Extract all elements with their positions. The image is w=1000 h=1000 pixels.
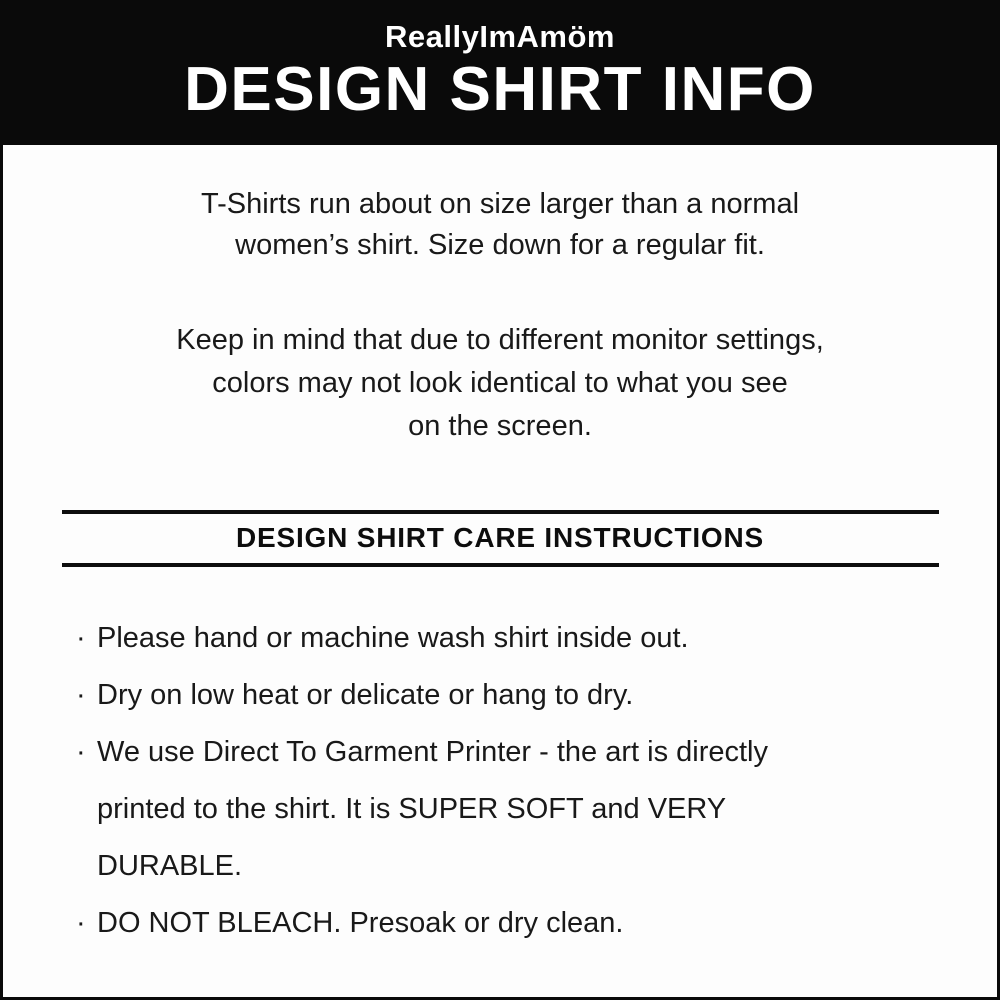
brand-logo: ReallyImAmöm: [385, 19, 615, 54]
list-item-line: We use Direct To Garment Printer - the art is directly: [97, 736, 768, 768]
list-item-line: Please hand or machine wash shirt inside out.: [97, 622, 689, 654]
care-heading: DESIGN SHIRT CARE INSTRUCTIONS: [235, 522, 765, 553]
list-item-line: DO NOT BLEACH. Presoak or dry clean.: [97, 907, 624, 939]
list-item-text: [97, 667, 957, 724]
care-instructions-list: [76, 610, 957, 952]
bullet-dot-icon: ·: [76, 736, 86, 768]
list-item-line: DURABLE.: [97, 850, 243, 882]
bullet-dot-icon: ·: [76, 907, 86, 939]
intro-line: Keep in mind that due to different monitor settings,: [176, 324, 824, 356]
list-item: [76, 895, 957, 952]
list-item: [76, 724, 957, 895]
list-item-text: [97, 724, 957, 895]
list-item-text: [97, 610, 957, 667]
intro-paragraph-sizing: [3, 184, 997, 266]
intro-line: women’s shirt. Size down for a regular fit.: [235, 229, 765, 261]
intro-line: colors may not look identical to what you see: [212, 367, 788, 399]
care-heading-block: [62, 510, 939, 567]
list-item: [76, 610, 957, 667]
list-item-line: printed to the shirt. It is SUPER SOFT and VERY: [97, 793, 727, 825]
list-item: [76, 667, 957, 724]
header-band: [3, 3, 997, 145]
intro-line: T-Shirts run about on size larger than a normal: [200, 188, 800, 220]
bullet-dot-icon: ·: [76, 679, 86, 711]
page-title: DESIGN SHIRT INFO: [184, 55, 816, 124]
intro-line: on the screen.: [408, 410, 592, 442]
list-item-text: [97, 895, 957, 952]
bullet-dot-icon: ·: [76, 622, 86, 654]
list-item-line: Dry on low heat or delicate or hang to dry.: [97, 679, 634, 711]
intro-paragraph-monitor: [3, 319, 997, 448]
